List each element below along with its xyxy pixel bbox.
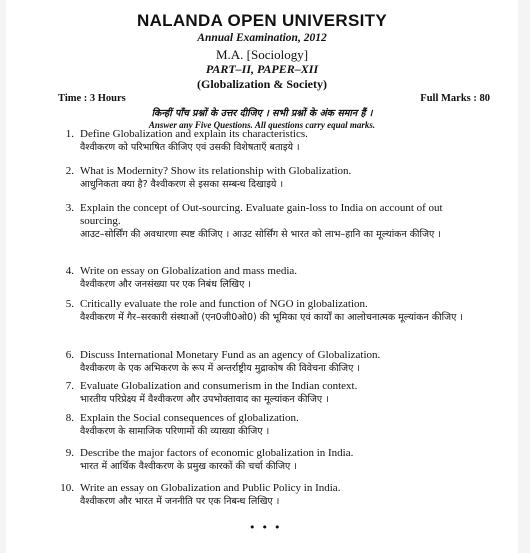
question-english: Define Globalization and explain its characteristics. <box>80 128 308 140</box>
question-item <box>50 298 480 349</box>
question-list <box>50 128 480 512</box>
question-hindi: वैश्वीकरण के एक अभिकरण के रूप में अन्तर्राष्ट्रीय मुद्राकोष की विवेचना कीजिए । <box>80 363 360 374</box>
question-hindi: वैश्वीकरण को परिभाषित कीजिए एवं उसकी विशेषताएँ बताइये । <box>80 142 300 153</box>
question-number: 1. <box>65 128 74 140</box>
question-item <box>50 349 480 380</box>
question-item <box>50 265 480 298</box>
end-of-paper-mark: ••• <box>249 521 287 534</box>
exam-title: Annual Examination, 2012 <box>197 32 327 44</box>
exam-meta <box>6 93 518 107</box>
question-item <box>50 482 480 512</box>
question-number: 6. <box>65 349 74 361</box>
question-item <box>50 412 480 447</box>
question-hindi: वैश्वीकरण और भारत में जननीति पर एक निबन्ध लिखिए । <box>80 496 280 507</box>
question-english: Write on essay on Globalization and mass media. <box>80 265 298 277</box>
question-number: 2. <box>65 165 74 177</box>
question-number: 4. <box>65 265 74 277</box>
time-limit: Time : 3 Hours <box>58 93 126 104</box>
paper-header <box>6 11 518 91</box>
question-hindi: आधुनिकता क्या है? वैश्वीकरण से इसका सम्बन्ध दिखाइये । <box>80 179 284 190</box>
question-hindi: वैश्वीकरण और जनसंख्या पर एक निबंध लिखिए । <box>80 279 251 290</box>
full-marks: Full Marks : 80 <box>420 93 490 104</box>
question-number: 5. <box>65 298 74 310</box>
subject-title: (Globalization & Society) <box>197 77 327 91</box>
question-item <box>50 165 480 202</box>
question-item <box>50 202 480 265</box>
question-number: 7. <box>65 380 74 392</box>
question-hindi: वैश्वीकरण के सामाजिक परिणामों की व्याख्या कीजिए । <box>80 426 270 437</box>
question-number: 9. <box>65 447 74 459</box>
question-hindi: भारतीय परिप्रेक्ष्य में वैश्वीकरण और उपभोक्तावाद का मूल्यांकन कीजिए । <box>80 394 329 405</box>
question-english: What is Modernity? Show its relationship with Globalization. <box>80 165 352 177</box>
question-item <box>50 447 480 482</box>
question-english: Critically evaluate the role and function of NGO in globalization. <box>80 298 368 310</box>
university-name: NALANDA OPEN UNIVERSITY <box>137 11 387 30</box>
question-hindi: वैश्वीकरण में गैर–सरकारी संस्थाओं (एन0जी0ओ0) की भूमिका एवं कार्यों का आलोचनात्मक मूल्यांकन कीजिए । <box>80 312 463 323</box>
question-number: 3. <box>65 202 74 214</box>
question-number: 8. <box>65 412 74 424</box>
question-english: Explain the concept of Out-sourcing. Evaluate gain-loss to India on account of out sourcing. <box>80 202 443 227</box>
question-english: Discuss International Monetary Fund as an agency of Globalization. <box>80 349 381 361</box>
degree-title: M.A. [Sociology] <box>215 47 309 62</box>
question-english: Describe the major factors of economic globalization in India. <box>80 447 354 459</box>
question-english: Explain the Social consequences of globalization. <box>80 412 299 424</box>
instruction-hindi: किन्हीं पाँच प्रश्नों के उत्तर दीजिए । सभी प्रश्नों के अंक समान हैं । <box>151 108 373 119</box>
question-english: Evaluate Globalization and consumerism in the Indian context. <box>80 380 358 392</box>
paper-title: PART–II, PAPER–XII <box>205 62 319 76</box>
question-item <box>50 128 480 165</box>
question-english: Write an essay on Globalization and Public Policy in India. <box>80 482 341 494</box>
instruction-english: Answer any Five Questions. All questions carry equal marks. <box>148 120 376 130</box>
question-number: 10. <box>60 482 74 494</box>
question-hindi: आउट–सोर्सिंग की अवधारणा स्पष्ट कीजिए । आउट सोर्सिंग से भारत को लाभ–हानि का मूल्यांकन कीजिए । <box>80 229 441 240</box>
question-hindi: भारत में आर्थिक वैश्वीकरण के प्रमुख कारकों की चर्चा कीजिए । <box>80 461 297 472</box>
question-item <box>50 380 480 412</box>
